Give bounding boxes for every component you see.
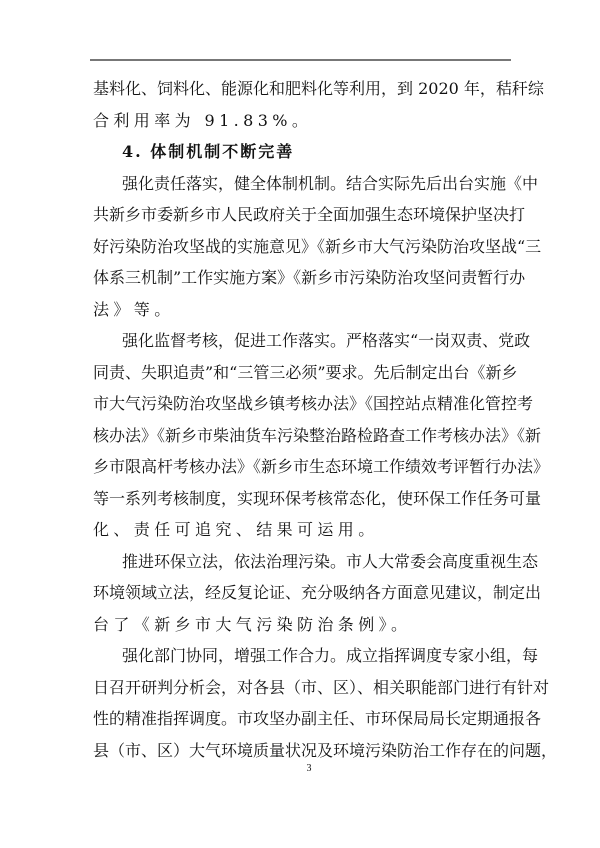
text-line: 体系三机制”工作实施方案》《新乡市污染防治攻坚问责暂行办 bbox=[93, 268, 526, 287]
text-line: 共新乡市委新乡市人民政府关于全面加强生态环境保护坚决打 bbox=[93, 205, 526, 224]
text-line: 乡市限高杆考核办法》《新乡市生态环境工作绩效考评暂行办法》 bbox=[93, 457, 550, 476]
text-line: 强化责任落实，健全体制机制。结合实际先后出台实施《中 bbox=[122, 173, 539, 193]
text-line: 化、责任可追究、结果可运用。 bbox=[93, 520, 379, 539]
text-line: 等一系列考核制度，实现环保考核常态化，使环保工作任务可量 bbox=[93, 488, 542, 508]
text-line: 日召开研判分析会，对各县（市、区）、相关职能部门进行有针对 bbox=[93, 677, 550, 697]
text-line: 强化部门协同，增强工作合力。成立指挥调度专家小组，每 bbox=[122, 646, 539, 665]
text-line: 核办法》《新乡市柴油货车污染整治路检路查工作考核办法》《新 bbox=[93, 425, 542, 445]
text-line: 台了《新乡市大气污染防治条例》。 bbox=[93, 614, 412, 634]
page-number: 3 bbox=[306, 763, 312, 774]
text-line: 基料化、饲料化、能源化和肥料化等利用，到 2020 年，秸秆综 bbox=[93, 79, 544, 98]
text-line: 强化监督考核，促进工作落实。严格落实“一岗双责、党政 bbox=[122, 331, 531, 350]
text-line: 法》等。 bbox=[93, 299, 175, 319]
text-line: 推进环保立法，依法治理污染。市人大常委会高度重视生态 bbox=[122, 551, 539, 571]
header-rule bbox=[90, 59, 511, 61]
text-line: 市大气污染防治攻坚战乡镇考核办法》《国控站点精准化管控考 bbox=[93, 394, 534, 413]
text-line: 县（市、区）大气环境质量状况及环境污染防治工作存在的问题， bbox=[93, 740, 558, 760]
text-line: 好污染防治攻坚战的实施意见》《新乡市大气污染防治攻坚战“三 bbox=[93, 236, 542, 256]
text-line: 环境领域立法，经反复论证、充分吸纳各方面意见建议，制定出 bbox=[93, 583, 542, 602]
text-line: 性的精准指挥调度。市攻坚办副主任、市环保局局长定期通报各 bbox=[93, 709, 542, 728]
section-heading: 4. 体制机制不断完善 bbox=[122, 142, 295, 161]
text-line: 合利用率为 91.83%。 bbox=[93, 110, 313, 130]
text-line: 同责、失职追责”和“三管三必须”要求。先后制定出台《新乡 bbox=[93, 362, 518, 382]
